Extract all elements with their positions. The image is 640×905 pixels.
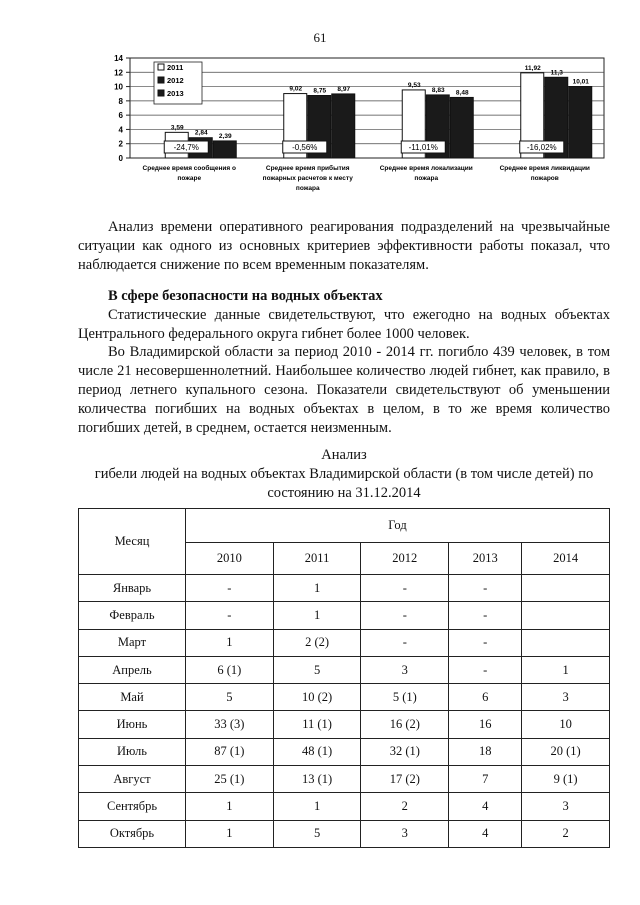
value-cell: 1	[273, 793, 361, 820]
change-label: -16,02%	[526, 143, 557, 152]
value-cell: -	[449, 629, 522, 656]
table-row	[79, 711, 610, 738]
value-cell: 25 (1)	[186, 766, 274, 793]
page-number: 61	[313, 30, 327, 45]
value-cell: 9 (1)	[522, 766, 610, 793]
bar-value-label: 8,97	[337, 85, 351, 93]
value-cell: 1	[186, 793, 274, 820]
value-cell: 2	[361, 793, 449, 820]
value-cell: 1	[522, 656, 610, 683]
legend-label: 2011	[167, 63, 184, 72]
category-label: Среднее время прибытия	[265, 165, 350, 172]
year-header: Год	[186, 509, 610, 543]
value-cell: 6	[449, 684, 522, 711]
table-row	[79, 656, 610, 683]
category-label: пожаров	[530, 175, 559, 182]
y-tick-label: 12	[114, 68, 123, 78]
y-tick-label: 8	[118, 96, 123, 106]
category-label: пожара	[414, 175, 439, 182]
table-row	[79, 820, 610, 847]
value-cell: 48 (1)	[273, 738, 361, 765]
table-row	[79, 766, 610, 793]
value-cell: 5	[186, 684, 274, 711]
y-tick-label: 10	[114, 82, 123, 92]
value-cell: 3	[522, 684, 610, 711]
bar-2013	[450, 97, 473, 158]
legend-swatch	[158, 90, 164, 96]
category-label: пожарных расчетов к месту	[262, 175, 353, 182]
section-heading: В сфере безопасности на водных объектах	[108, 288, 383, 304]
value-cell: 5	[273, 656, 361, 683]
bar-value-label: 2,84	[194, 129, 208, 137]
value-cell: 1	[273, 602, 361, 629]
value-cell: -	[361, 575, 449, 602]
value-cell: 4	[449, 820, 522, 847]
bar-value-label: 11,3	[550, 69, 563, 77]
table-row	[79, 793, 610, 820]
value-cell: 4	[449, 793, 522, 820]
bar-2013	[569, 87, 592, 159]
bar-value-label: 9,53	[407, 81, 421, 89]
value-cell: 2 (2)	[273, 629, 361, 656]
value-cell: -	[186, 602, 274, 629]
analysis-paragraph: Анализ времени оперативного реагирования подразделений на чрезвычайные ситуации как одного из основных критериев эффективности работы показал, что наблюдается снижение по всем временным показателям.	[78, 219, 610, 273]
table-row	[79, 684, 610, 711]
value-cell: -	[449, 575, 522, 602]
y-tick-label: 6	[118, 111, 123, 121]
month-cell: Март	[79, 629, 186, 656]
month-cell: Апрель	[79, 656, 186, 683]
change-label: -0,56%	[292, 143, 318, 152]
month-cell: Июнь	[79, 711, 186, 738]
bar-value-label: 10,01	[572, 78, 589, 86]
value-cell: 32 (1)	[361, 738, 449, 765]
drowning-deaths-table	[78, 508, 610, 848]
bar-2013	[213, 141, 236, 158]
table-row	[79, 575, 610, 602]
value-cell: 33 (3)	[186, 711, 274, 738]
value-cell: 2	[522, 820, 610, 847]
bar-value-label: 8,83	[431, 86, 445, 94]
value-cell: 87 (1)	[186, 738, 274, 765]
region-paragraph: Во Владимирской области за период 2010 - 2014 гг. погибло 439 человек, в том числе 21 несовершеннолетний. Наибольшее количество людей гибнет, как правило, в период летнего купального сезона. Показатели свидетельствуют об уменьшении количества погибших на водных объектах в целом, в то же время количество погибших детей, в среднем, остается неизменным.	[78, 344, 610, 436]
table-body	[79, 575, 610, 848]
value-cell: 10 (2)	[273, 684, 361, 711]
table-row	[79, 738, 610, 765]
value-cell: -	[186, 575, 274, 602]
table-row	[79, 602, 610, 629]
y-tick-label: 4	[118, 125, 123, 135]
table-row	[79, 629, 610, 656]
bar-value-label: 8,75	[313, 87, 327, 95]
y-tick-label: 0	[118, 154, 123, 163]
bar-value-label: 3,59	[170, 124, 184, 132]
table-title-line-2: гибели людей на водных объектах Владимирской области (в том числе детей) по	[94, 466, 594, 482]
bar-value-label: 8,48	[455, 89, 469, 97]
change-label: -11,01%	[408, 143, 438, 152]
bar-2013	[332, 94, 355, 158]
value-cell: 3	[522, 793, 610, 820]
category-label: Среднее время ликвидации	[499, 165, 590, 172]
value-cell: 18	[449, 738, 522, 765]
legend-swatch	[158, 77, 164, 83]
value-cell: 1	[186, 629, 274, 656]
month-header: Месяц	[79, 509, 186, 575]
month-cell: Январь	[79, 575, 186, 602]
month-cell: Сентябрь	[79, 793, 186, 820]
value-cell: 1	[186, 820, 274, 847]
bar-value-label: 2,39	[218, 132, 232, 140]
value-cell: 17 (2)	[361, 766, 449, 793]
bar-value-label: 11,92	[524, 64, 541, 72]
value-cell	[522, 602, 610, 629]
value-cell: 1	[273, 575, 361, 602]
month-cell: Июль	[79, 738, 186, 765]
value-cell: 7	[449, 766, 522, 793]
value-cell: 3	[361, 656, 449, 683]
y-tick-label: 14	[114, 54, 123, 63]
month-cell: Октябрь	[79, 820, 186, 847]
value-cell: 10	[522, 711, 610, 738]
value-cell: 5	[273, 820, 361, 847]
legend-label: 2013	[167, 89, 184, 98]
month-cell: Май	[79, 684, 186, 711]
month-cell: Август	[79, 766, 186, 793]
statistics-paragraph: Статистические данные свидетельствуют, что ежегодно на водных объектах Центрального федерального округа гибнет более 1000 человек.	[78, 307, 610, 342]
value-cell: 20 (1)	[522, 738, 610, 765]
change-label: -24,7%	[173, 143, 199, 152]
year-header-cell: 2010	[186, 543, 274, 575]
value-cell: 16 (2)	[361, 711, 449, 738]
value-cell: 11 (1)	[273, 711, 361, 738]
value-cell: 5 (1)	[361, 684, 449, 711]
value-cell: -	[361, 602, 449, 629]
year-header-cell: 2011	[273, 543, 361, 575]
value-cell: 6 (1)	[186, 656, 274, 683]
response-time-bar-chart	[108, 52, 608, 200]
value-cell: 16	[449, 711, 522, 738]
category-label: пожаре	[177, 175, 202, 182]
y-tick-label: 2	[118, 139, 123, 149]
table-title-line-3: состоянию на 31.12.2014	[267, 485, 421, 501]
value-cell	[522, 629, 610, 656]
table-title-line-1: Анализ	[321, 447, 367, 463]
category-label: Среднее время сообщения о	[142, 165, 236, 172]
year-header-cell: 2013	[449, 543, 522, 575]
bar-value-label: 9,02	[289, 85, 303, 93]
year-header-cell: 2012	[361, 543, 449, 575]
value-cell: -	[449, 656, 522, 683]
value-cell: -	[449, 602, 522, 629]
category-label: пожара	[295, 185, 320, 192]
month-cell: Февраль	[79, 602, 186, 629]
category-label: Среднее время локализации	[379, 165, 473, 172]
value-cell: -	[361, 629, 449, 656]
value-cell	[522, 575, 610, 602]
legend-swatch	[158, 64, 164, 70]
value-cell: 13 (1)	[273, 766, 361, 793]
year-header-cell: 2014	[522, 543, 610, 575]
value-cell: 3	[361, 820, 449, 847]
legend-label: 2012	[167, 76, 184, 85]
